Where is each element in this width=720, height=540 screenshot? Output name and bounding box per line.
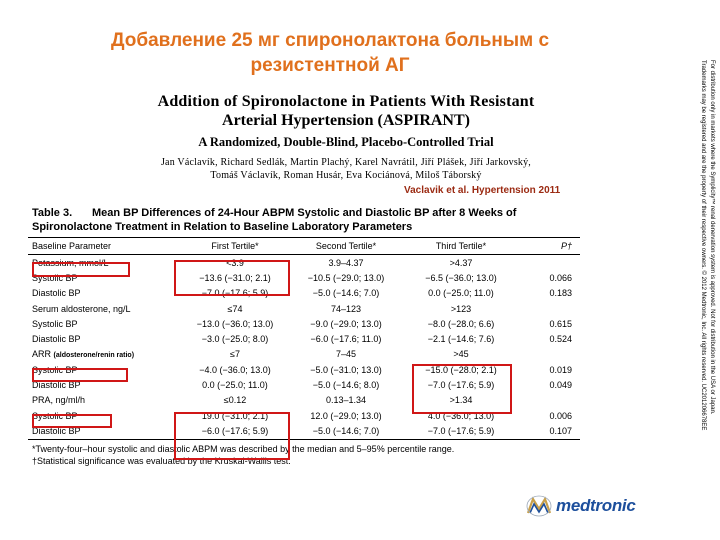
cell-text: −9.0 (−29.0; 13.0)	[310, 318, 382, 329]
cell-text: 0.049	[549, 380, 572, 391]
cell-text: 0.0 (−25.0; 11.0)	[428, 288, 494, 299]
cell-text: >4.37	[449, 257, 473, 268]
cell-second-tertile	[290, 286, 402, 301]
paper-title-line-2: Arterial Hypertension (ASPIRANT)	[222, 112, 470, 129]
cell-p-value	[520, 270, 580, 285]
cell-second-tertile	[290, 347, 402, 362]
cell-text: <3.9	[226, 257, 244, 268]
cell-param	[28, 331, 180, 346]
cell-text: −5.0 (−14.6; 7.0)	[312, 425, 380, 436]
cell-third-tertile	[402, 301, 520, 316]
footnote-2: †Statistical significance was evaluated by the Kruskal-Wallis test.	[32, 455, 291, 466]
cell-text: −3.0 (−25.0; 8.0)	[201, 334, 269, 345]
cell-text: −5.0 (−31.0; 13.0)	[310, 364, 382, 375]
cell-text: 0.615	[549, 318, 572, 329]
cell-text: Systolic BP	[32, 318, 78, 329]
cell-text: 0.107	[549, 425, 572, 436]
cell-text: Serum aldosterone, ng/L	[32, 303, 131, 314]
cell-text: 7–45	[335, 349, 357, 360]
cell-text: 0.0 (−25.0; 11.0)	[202, 380, 268, 391]
cell-text: −13.6 (−31.0; 2.1)	[199, 272, 271, 283]
cell-third-tertile	[402, 286, 520, 301]
cell-third-tertile	[402, 347, 520, 362]
cell-text: −6.0 (−17.6; 11.0)	[310, 334, 382, 345]
cell-p-value	[520, 393, 580, 408]
cell-text: −13.0 (−36.0; 13.0)	[196, 318, 274, 329]
table-number: Table 3.	[32, 207, 73, 219]
slide-title-line-1: Добавление 25 мг спиронолактона больным с	[110, 30, 550, 51]
paper-authors-line-2: Tomáš Václavík, Roman Husár, Eva Kociánová, Miloš Táborský	[210, 170, 482, 181]
cell-text: Systolic BP	[32, 410, 78, 421]
legal-disclaimer-line-2: Trademarks may be registered and are the property of their respective owners. © 2012 Medtronic, Inc. All rights reserved. UC201206678EE	[700, 60, 706, 431]
header-p-value: P†	[520, 238, 580, 255]
cell-text: ≤7	[230, 349, 240, 360]
cell-text: Potassium, mmol/L	[32, 257, 109, 268]
table-caption	[28, 204, 580, 234]
cell-first-tertile	[180, 362, 290, 377]
cell-second-tertile	[290, 423, 402, 439]
cell-text: 0.006	[549, 410, 572, 421]
cell-text: 3.9–4.37	[328, 257, 364, 268]
citation: Vaclavik et al. Hypertension 2011	[404, 185, 561, 196]
cell-text: ≤74	[227, 303, 243, 314]
cell-text: −6.0 (−17.6; 5.9)	[201, 425, 269, 436]
cell-text: 4.0 (−36.0; 13.0)	[427, 410, 495, 421]
cell-second-tertile	[290, 331, 402, 346]
cell-text: −7.0 (−17.6; 5.9)	[427, 425, 495, 436]
cell-p-value	[520, 255, 580, 271]
highlight-potassium-first-tertile	[174, 257, 290, 299]
highlight-potassium-label	[32, 262, 130, 277]
cell-first-tertile	[180, 301, 290, 316]
header-first-tertile: First Tertile*	[180, 238, 290, 255]
cell-p-value	[520, 377, 580, 392]
table-row	[28, 316, 580, 331]
cell-text: Systolic BP	[32, 364, 78, 375]
cell-text: 0.066	[549, 272, 572, 283]
cell-text: 0.524	[549, 334, 572, 345]
cell-text: −7.0 (−17.6; 5.9)	[201, 288, 269, 299]
legal-disclaimer-line-1: For distribution only in markets where the Symplicity™ renal denervation system is approved. Not for distribution in the USA or Japan.	[709, 60, 715, 415]
cell-p-value	[520, 347, 580, 362]
table-row	[28, 331, 580, 346]
paper-header	[112, 92, 580, 200]
cell-text: ≤0.12	[223, 395, 247, 406]
highlight-pra-first-tertile	[174, 412, 290, 460]
cell-p-value	[520, 362, 580, 377]
header-second-tertile: Second Tertile*	[290, 238, 402, 255]
medtronic-wordmark: medtronic	[556, 496, 636, 515]
cell-text: Diastolic BP	[32, 425, 81, 436]
cell-text: Diastolic BP	[32, 380, 81, 391]
paper-subtitle: A Randomized, Double-Blind, Placebo-Controlled Trial	[198, 135, 494, 149]
cell-text: 0.019	[549, 364, 572, 375]
cell-text: Systolic BP	[32, 272, 78, 283]
highlight-arr-third-tertile	[412, 364, 512, 414]
legal-disclaimer	[664, 60, 716, 431]
header-baseline-parameter: Baseline Parameter	[28, 238, 180, 255]
cell-third-tertile	[402, 331, 520, 346]
table-header-row	[28, 238, 580, 255]
table-row	[28, 347, 580, 362]
paper-title-line-1: Addition of Spironolactone in Patients With Resistant	[157, 93, 535, 110]
table-caption-line-2: Spironolactone Treatment in Relation to Baseline Laboratory Parameters	[32, 221, 413, 233]
table-row	[28, 286, 580, 301]
footnote-1: *Twenty-four–hour systolic and diastolic ABPM was described by the median and 5–95% percentile range.	[32, 443, 455, 454]
cell-text: PRA, ng/ml/h	[32, 395, 86, 406]
cell-second-tertile	[290, 270, 402, 285]
cell-third-tertile	[402, 423, 520, 439]
cell-first-tertile	[180, 316, 290, 331]
cell-second-tertile	[290, 362, 402, 377]
cell-third-tertile	[402, 316, 520, 331]
cell-text: −8.0 (−28.0; 6.6)	[427, 318, 495, 329]
header-third-tertile: Third Tertile*	[402, 238, 520, 255]
cell-first-tertile	[180, 331, 290, 346]
cell-text: −5.0 (−14.6; 8.0)	[312, 380, 380, 391]
cell-text: −5.0 (−14.6; 7.0)	[312, 288, 380, 299]
slide-title	[60, 28, 600, 78]
slide-title-line-2: резистентной АГ	[250, 55, 410, 76]
cell-p-value	[520, 423, 580, 439]
cell-third-tertile	[402, 255, 520, 271]
highlight-pra-label	[32, 414, 112, 428]
cell-text: >123	[450, 303, 472, 314]
cell-text: −7.0 (−17.6; 5.9)	[427, 380, 495, 391]
cell-p-value	[520, 301, 580, 316]
cell-first-tertile	[180, 393, 290, 408]
cell-text: 12.0 (−29.0; 13.0)	[310, 410, 382, 421]
cell-text: 74–123	[330, 303, 362, 314]
cell-second-tertile	[290, 301, 402, 316]
table-footnotes	[28, 440, 580, 467]
cell-text: Diastolic BP	[32, 334, 81, 345]
cell-param	[28, 316, 180, 331]
cell-text: >45	[453, 349, 469, 360]
cell-param	[28, 301, 180, 316]
paper-authors-line-1: Jan Václavík, Richard Sedlák, Martin Plachý, Karel Navrátil, Jiří Plášek, Jiří Jarkovský,	[160, 157, 532, 168]
cell-second-tertile	[290, 377, 402, 392]
cell-text: −4.0 (−36.0; 13.0)	[199, 364, 271, 375]
cell-second-tertile	[290, 408, 402, 423]
cell-param	[28, 347, 180, 362]
medtronic-logo	[526, 494, 635, 518]
cell-p-value	[520, 408, 580, 423]
table-row	[28, 301, 580, 316]
medtronic-emblem-icon	[526, 495, 552, 517]
cell-p-value	[520, 316, 580, 331]
cell-p-value	[520, 286, 580, 301]
cell-text: ARR	[32, 349, 52, 360]
cell-text: −15.0 (−28.0; 2.1)	[425, 364, 497, 375]
cell-first-tertile	[180, 347, 290, 362]
cell-text: Diastolic BP	[32, 288, 81, 299]
cell-text: −6.5 (−36.0; 13.0)	[425, 272, 497, 283]
cell-text: −10.5 (−29.0; 13.0)	[307, 272, 385, 283]
cell-text: 19.0 (−31.0; 2.1)	[201, 410, 269, 421]
cell-second-tertile	[290, 316, 402, 331]
cell-text: >1.34	[449, 395, 473, 406]
cell-second-tertile	[290, 255, 402, 271]
table-caption-line-1: Mean BP Differences of 24-Hour ABPM Systolic and Diastolic BP after 8 Weeks of	[92, 207, 517, 219]
cell-second-tertile	[290, 393, 402, 408]
highlight-arr-label	[32, 368, 128, 382]
arr-definition-note: (aldosterone/renin ratio)	[53, 352, 135, 360]
cell-text: 0.13–1.34	[325, 395, 367, 406]
cell-text: −2.1 (−14.6; 7.6)	[427, 334, 495, 345]
cell-third-tertile	[402, 270, 520, 285]
cell-first-tertile	[180, 377, 290, 392]
cell-param	[28, 286, 180, 301]
results-table	[28, 204, 580, 502]
cell-param	[28, 393, 180, 408]
cell-text: 0.183	[549, 288, 572, 299]
cell-p-value	[520, 331, 580, 346]
